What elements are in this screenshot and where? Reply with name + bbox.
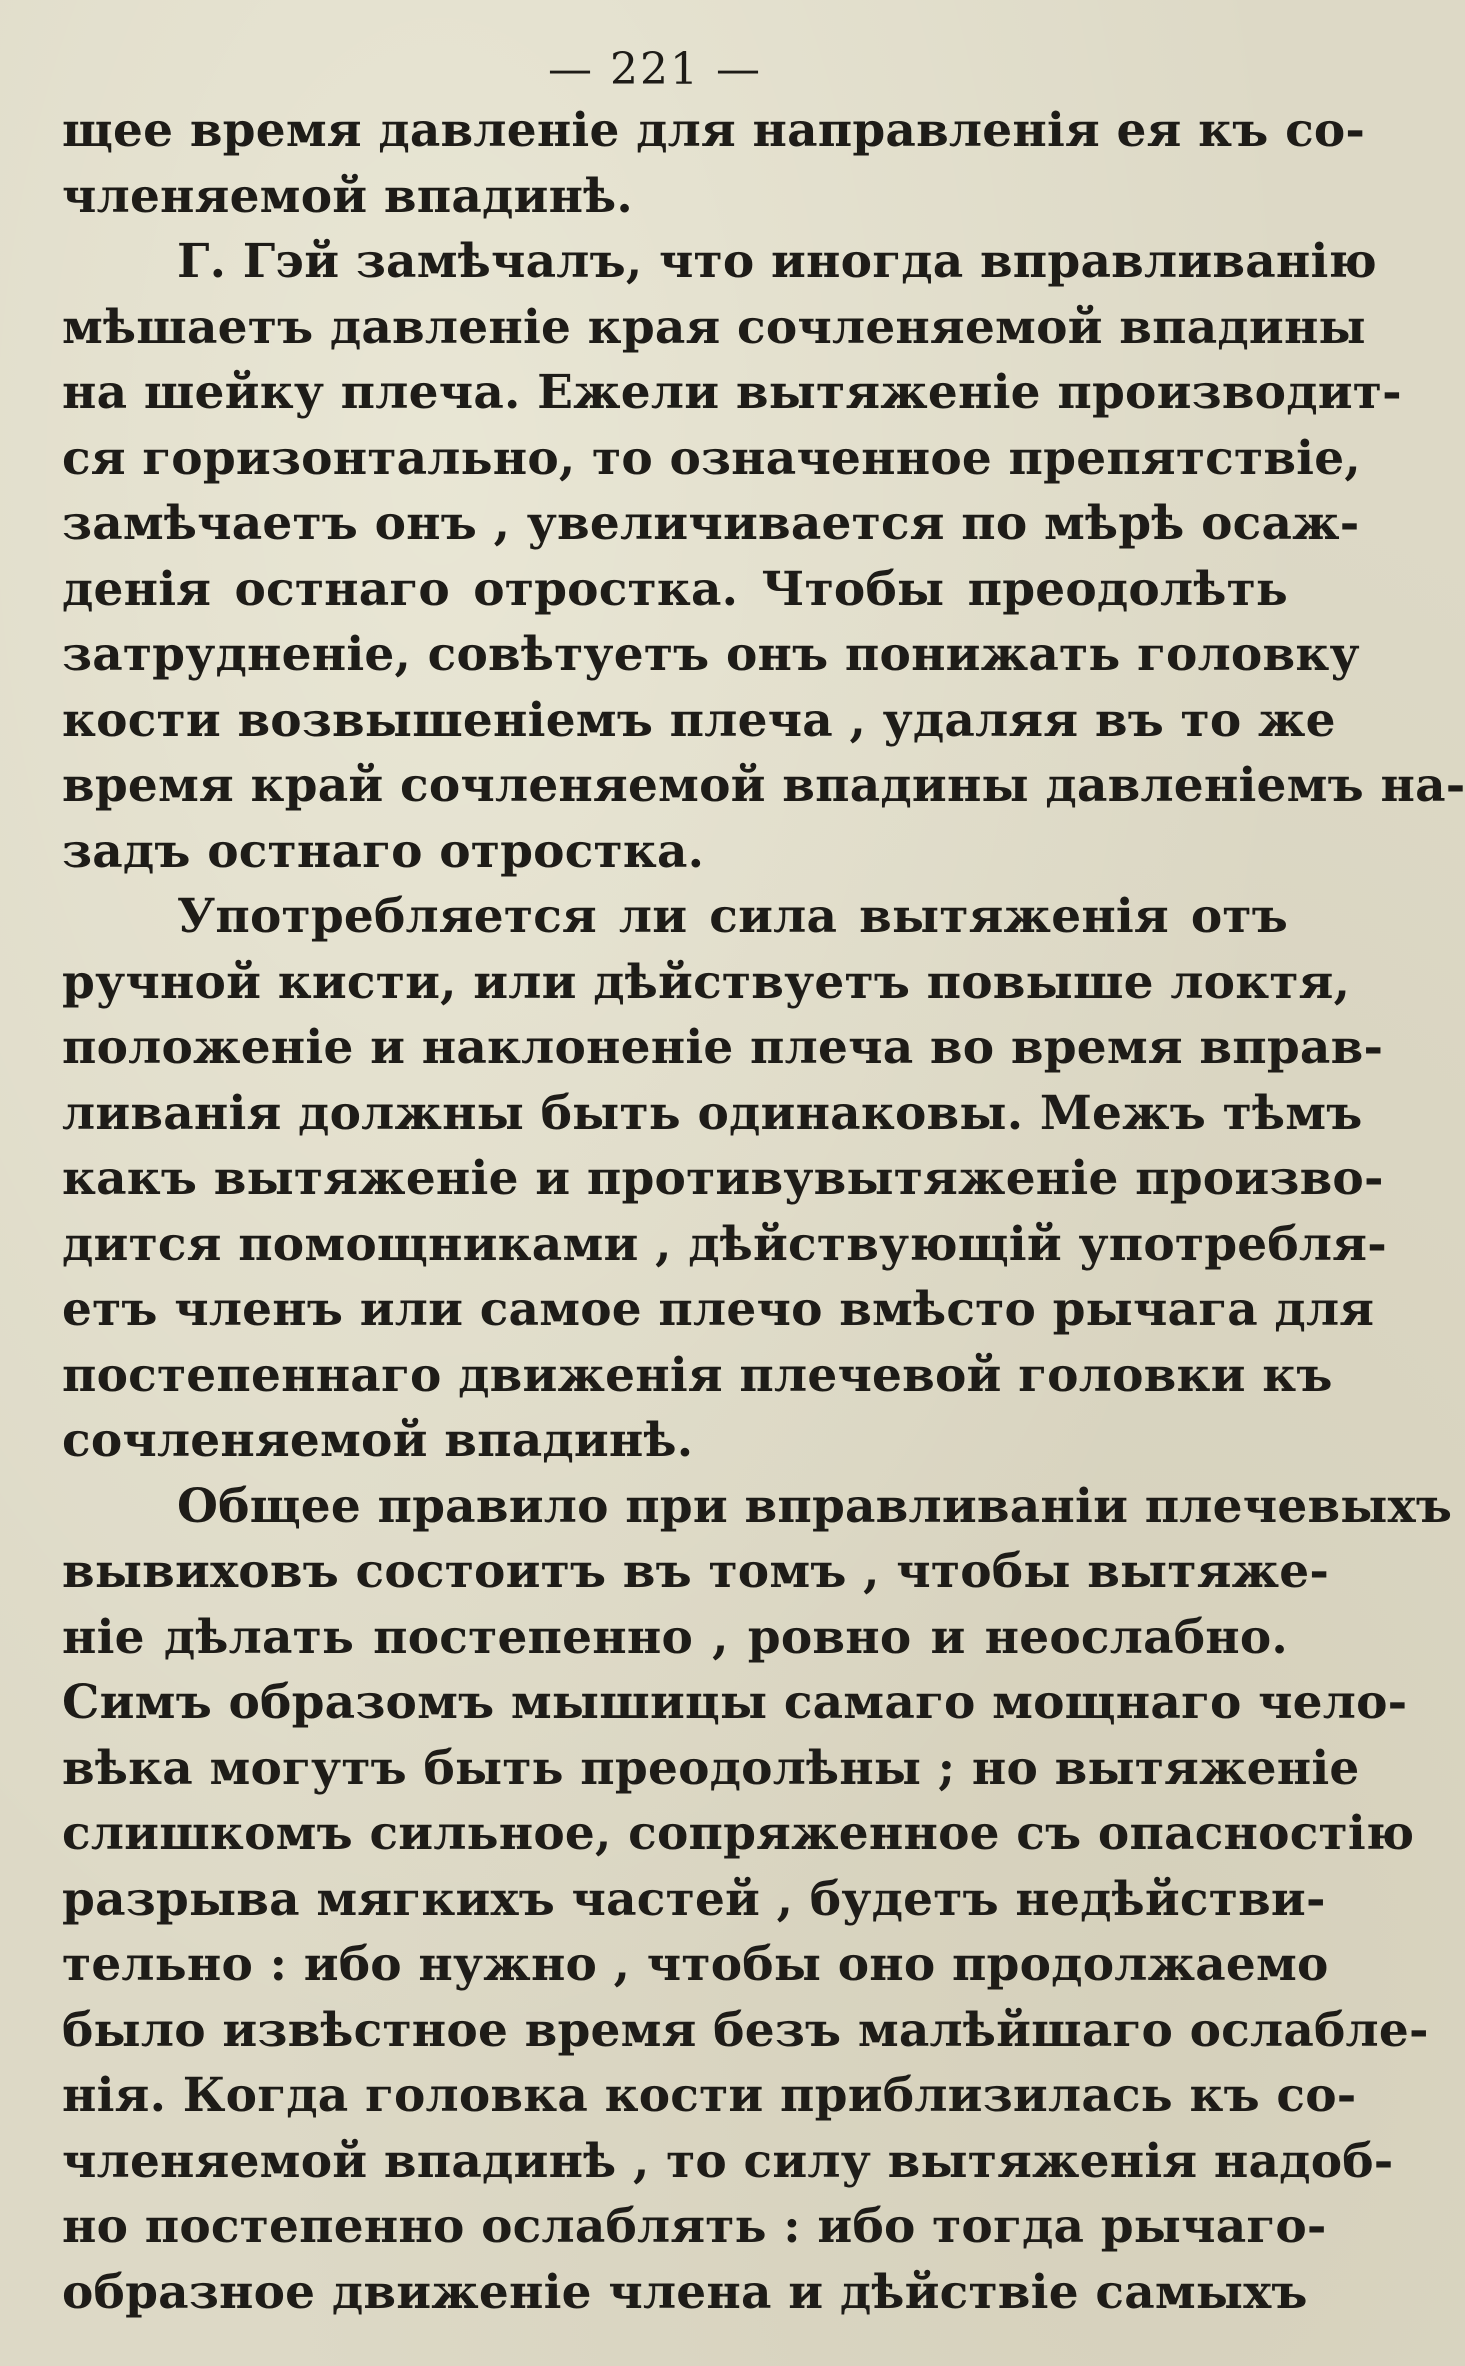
page-text bbox=[62, 98, 1465, 2325]
text-line: Г. Гэй замѣчалъ, что иногда вправливанію bbox=[177, 234, 1377, 289]
text-line: членяемой впадинѣ. bbox=[62, 168, 633, 224]
text-line: мѣшаетъ давленіе края сочленяемой впадины bbox=[62, 299, 1366, 355]
text-line: щее время давленіе для направленія ея къ со- bbox=[62, 103, 1366, 158]
text-line: постепеннаго движенія плечевой головки къ bbox=[62, 1347, 1333, 1403]
text-line: вѣка могутъ быть преодолѣны ; но вытяженіе bbox=[62, 1740, 1360, 1796]
text-line: образное движеніе члена и дѣйствіе самыхъ bbox=[62, 2264, 1308, 2320]
text-line: денія остнаго отростка. Чтобы преодолѣть bbox=[62, 561, 1288, 617]
text-line: Употребляется ли сила вытяженія отъ bbox=[177, 889, 1288, 944]
text-line: Симъ образомъ мышицы самаго мощнаго чело- bbox=[62, 1675, 1408, 1730]
text-line: время край сочленяемой впадины давленіемъ на- bbox=[62, 758, 1465, 813]
text-line: Общее правило при вправливаніи плечевыхъ bbox=[177, 1478, 1453, 1534]
text-line: вывиховъ состоитъ въ томъ , чтобы вытяже- bbox=[62, 1544, 1330, 1599]
text-line: затрудненіе, совѣтуетъ онъ понижать головку bbox=[62, 627, 1360, 682]
text-line: сочленяемой впадинѣ. bbox=[62, 1413, 694, 1468]
text-line: было извѣстное время безъ малѣйшаго ослабле- bbox=[62, 2002, 1429, 2058]
text-line: на шейку плеча. Ежели вытяженіе производит- bbox=[62, 365, 1402, 420]
text-line: дится помощниками , дѣйствующій употребля- bbox=[62, 1216, 1387, 1272]
paragraph bbox=[62, 229, 1465, 884]
page-number: — 221 — bbox=[548, 44, 762, 95]
text-line: ся горизонтально, то означенное препятствіе, bbox=[62, 430, 1361, 486]
text-line: ливанія должны быть одинаковы. Межъ тѣмъ bbox=[62, 1085, 1363, 1141]
paragraph bbox=[62, 1474, 1453, 2326]
text-line: задъ остнаго отростка. bbox=[62, 823, 705, 879]
paragraph bbox=[62, 884, 1387, 1474]
text-line: разрыва мягкихъ частей , будетъ недѣйстви- bbox=[62, 1871, 1326, 1927]
text-line: членяемой впадинѣ , то силу вытяженія надоб- bbox=[62, 2133, 1394, 2189]
text-line: какъ вытяженіе и противувытяженіе произво- bbox=[62, 1151, 1384, 1206]
text-line: но постепенно ослаблять : ибо тогда рычаго- bbox=[62, 2199, 1327, 2254]
text-line: нія. Когда головка кости приблизилась къ со- bbox=[62, 2068, 1357, 2123]
text-line: ніе дѣлать постепенно , ровно и неослабно. bbox=[62, 1609, 1288, 1665]
text-line: замѣчаетъ онъ , увеличивается по мѣрѣ осаж- bbox=[62, 496, 1360, 551]
text-line: положеніе и наклоненіе плеча во время вправ- bbox=[62, 1020, 1384, 1075]
text-line: слишкомъ сильное, сопряженное съ опасностію bbox=[62, 1806, 1415, 1861]
text-line: етъ членъ или самое плечо вмѣсто рычага для bbox=[62, 1282, 1375, 1337]
paragraph bbox=[62, 98, 1366, 229]
text-line: ручной кисти, или дѣйствуетъ повыше локтя, bbox=[62, 954, 1351, 1010]
text-line: кости возвышеніемъ плеча , удаляя въ то же bbox=[62, 692, 1336, 748]
text-line: тельно : ибо нужно , чтобы оно продолжаемо bbox=[62, 1937, 1329, 1992]
book-page bbox=[62, 40, 1465, 2325]
